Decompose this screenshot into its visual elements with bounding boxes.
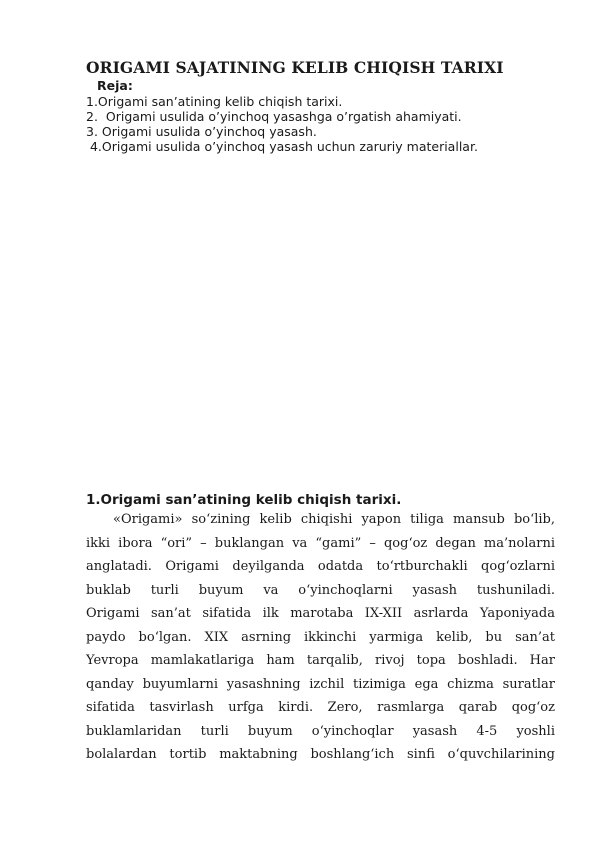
- body-paragraph: [86, 508, 555, 767]
- section-heading: 1.Origami san’atining kelib chiqish tarixi.: [86, 492, 402, 508]
- paragraph-line: sifatida tasvirlash urfga kirdi. Zero, rasmlarga qarab qog‘oz: [86, 700, 555, 715]
- plan-item: 3. Origami usulida o’yinchoq yasash.: [86, 124, 317, 139]
- paragraph-line: Origami san’at sifatida ilk marotaba IX-XII asrlarda Yaponiyada: [86, 606, 555, 621]
- paragraph-line: buklab turli buyum va o‘yinchoqlarni yasash tushuniladi.: [86, 582, 555, 598]
- paragraph-line: anglatadi. Origami deyilganda odatda to‘rtburchakli qog‘ozlarni: [86, 559, 555, 574]
- paragraph-line: Yevropa mamlakatlariga ham tarqalib, rivoj topa boshladi. Har: [86, 653, 555, 668]
- plan-item: 4.Origami usulida o’yinchoq yasash uchun zaruriy materiallar.: [86, 139, 478, 154]
- paragraph-line: ikki ibora “ori” – buklangan va “gami” – qog‘oz degan ma’nolarni: [86, 535, 555, 551]
- plan-label: Reja:: [97, 78, 133, 93]
- paragraph-line: paydo bo‘lgan. XIX asrning ikkinchi yarmiga kelib, bu san’at: [86, 629, 555, 645]
- paragraph-line: «Origami» so‘zining kelib chiqishi yapon tiliga mansub bo‘lib,: [113, 512, 555, 527]
- document-title: ORIGAMI SAJATINING KELIB CHIQISH TARIXI: [86, 58, 504, 77]
- paragraph-line: buklamlaridan turli buyum o‘yinchoqlar yasash 4-5 yoshli: [86, 723, 555, 739]
- plan-item: 2. Origami usulida o’yinchoq yasashga o’rgatish ahamiyati.: [86, 109, 462, 124]
- paragraph-line: bolalardan tortib maktabning boshlang‘ich sinfi o‘quvchilarining: [86, 747, 555, 762]
- paragraph-line: qanday buyumlarni yasashning izchil tizimiga ega chizma suratlar: [86, 676, 555, 692]
- plan-item: 1.Origami san’atining kelib chiqish tarixi.: [86, 94, 343, 109]
- plan-list: [86, 94, 478, 154]
